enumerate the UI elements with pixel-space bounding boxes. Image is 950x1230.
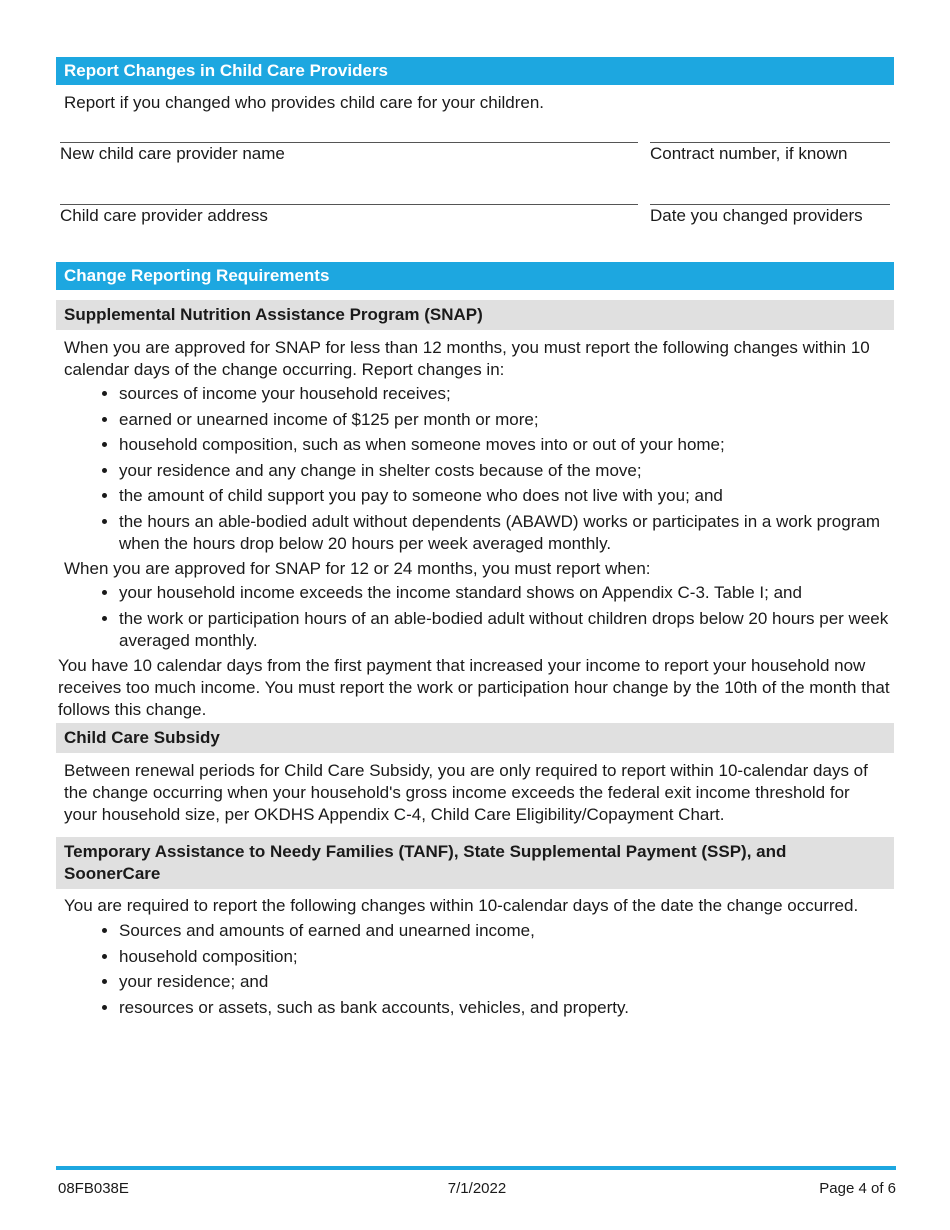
footer-divider xyxy=(56,1166,896,1170)
childcare-heading: Child Care Subsidy xyxy=(56,723,894,753)
list-item: • your household income exceeds the income standard shows on Appendix C-3. Table I; and xyxy=(119,582,894,604)
tanf-intro: You are required to report the following changes within 10-calendar days of the date the change occurred. xyxy=(64,896,859,915)
snap-note: You have 10 calendar days from the first payment that increased your income to report your household now receives too much income. You must report the work or participation hour change by the 10th of the month that follows this change. xyxy=(58,656,890,719)
list-item: • earned or unearned income of $125 per month or more; xyxy=(119,409,894,431)
contract-number-field[interactable] xyxy=(650,142,890,164)
new-provider-name-field[interactable] xyxy=(60,142,638,164)
list-item: • Sources and amounts of earned and unearned income, xyxy=(119,920,894,942)
contract-number-label: Contract number, if known xyxy=(650,144,848,163)
snap-list-2 xyxy=(56,582,894,652)
form-number: 08FB038E xyxy=(58,1180,129,1197)
date-changed-field[interactable] xyxy=(650,204,890,226)
snap-heading: Supplemental Nutrition Assistance Program (SNAP) xyxy=(56,300,894,330)
childcare-text: Between renewal periods for Child Care Subsidy, you are only required to report within 10-calendar days of the change occurring when your household's gross income exceeds the federal exit income threshold for your household size, per OKDHS Appendix C-4, Child Care Eligibility/Copayment Chart. xyxy=(64,761,868,824)
snap-list xyxy=(56,383,894,555)
page-number: Page 4 of 6 xyxy=(819,1180,896,1197)
list-item: • the work or participation hours of an able-bodied adult without children drops below 20 hours per week averaged monthly. xyxy=(119,608,894,652)
list-item: • your residence; and xyxy=(119,971,894,993)
footer xyxy=(58,1180,896,1198)
snap-intro-2: When you are approved for SNAP for 12 or 24 months, you must report when: xyxy=(64,559,651,578)
form-date: 7/1/2022 xyxy=(447,1180,507,1197)
snap-intro: When you are approved for SNAP for less than 12 months, you must report the following changes within 10 calendar days of the change occurring. Report changes in: xyxy=(64,338,870,379)
date-changed-label: Date you changed providers xyxy=(650,206,863,225)
provider-address-label: Child care provider address xyxy=(60,206,268,225)
new-provider-name-label: New child care provider name xyxy=(60,144,285,163)
list-item: • your residence and any change in shelter costs because of the move; xyxy=(119,460,894,482)
list-item: • household composition, such as when someone moves into or out of your home; xyxy=(119,434,894,456)
list-item: • the amount of child support you pay to someone who does not live with you; and xyxy=(119,485,894,507)
requirements-heading: Change Reporting Requirements xyxy=(56,262,894,290)
list-item: • sources of income your household receives; xyxy=(119,383,894,405)
provider-fields-row-2 xyxy=(56,204,894,262)
list-item: • the hours an able-bodied adult without dependents (ABAWD) works or participates in a work program when the hours drop below 20 hours per week averaged monthly. xyxy=(119,511,894,555)
list-item: • resources or assets, such as bank accounts, vehicles, and property. xyxy=(119,997,894,1019)
provider-address-field[interactable] xyxy=(60,204,638,226)
tanf-heading: Temporary Assistance to Needy Families (TANF), State Supplemental Payment (SSP), and SoonerCare xyxy=(56,837,894,889)
tanf-list xyxy=(56,920,894,1019)
page-content xyxy=(56,57,894,1022)
providers-heading: Report Changes in Child Care Providers xyxy=(56,57,894,85)
provider-fields-row-1 xyxy=(56,142,894,204)
providers-intro: Report if you changed who provides child care for your children. xyxy=(64,93,545,112)
list-item: • household composition; xyxy=(119,946,894,968)
